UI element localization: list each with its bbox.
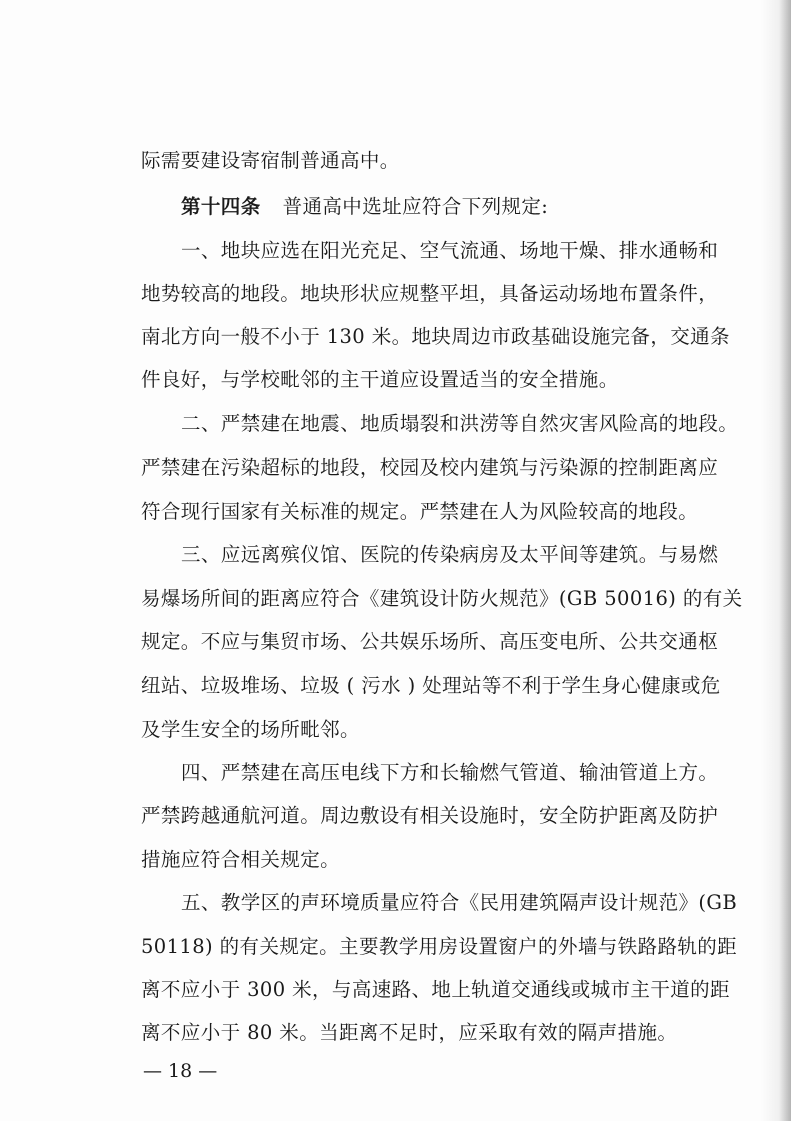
text-line: 50118) 的有关规定。主要教学用房设置窗户的外墙与铁路路轨的距 (141, 935, 738, 958)
text-line: 严禁跨越通航河道。周边敷设有相关设施时，安全防护距离及防护 (141, 804, 719, 827)
text-line: 易爆场所间的距离应符合《建筑设计防火规范》(GB 50016) 的有关 (141, 587, 743, 610)
article-heading (181, 197, 548, 217)
text-line: 纽站、垃圾堆场、垃圾 ( 污水 ) 处理站等不利于学生身心健康或危 (141, 674, 721, 697)
page-edge-shadow (761, 0, 791, 1121)
text-line: 南北方向一般不小于 130 米。地块周边市政基础设施完备，交通条 (141, 325, 730, 348)
text-line: 二、严禁建在地震、地质塌裂和洪涝等自然灾害风险高的地段。 (181, 412, 739, 435)
page-number: — 18 — (143, 1060, 218, 1082)
text-line: 措施应符合相关规定。 (141, 848, 341, 871)
text-line: 件良好，与学校毗邻的主干道应设置适当的安全措施。 (141, 368, 619, 391)
text-line: 五、教学区的声环境质量应符合《民用建筑隔声设计规范》(GB (181, 891, 738, 914)
article-intro: 普通高中选址应符合下列规定: (282, 195, 549, 218)
text-line: 符合现行国家有关标准的规定。严禁建在人为风险较高的地段。 (141, 500, 699, 523)
text-line: 四、严禁建在高压电线下方和长输燃气管道、输油管道上方。 (181, 761, 719, 784)
text-line: 规定。不应与集贸市场、公共娱乐场所、高压变电所、公共交通枢 (141, 630, 719, 653)
article-title: 第十四条 (181, 195, 261, 218)
text-line: 严禁建在污染超标的地段，校园及校内建筑与污染源的控制距离应 (141, 456, 719, 479)
text-line: 际需要建设寄宿制普通高中。 (141, 149, 400, 172)
text-line: 一、地块应选在阳光充足、空气流通、场地干燥、排水通畅和 (181, 239, 719, 262)
text-line: 三、应远离殡仪馆、医院的传染病房及太平间等建筑。与易燃 (181, 543, 719, 566)
text-line: 地势较高的地段。地块形状应规整平坦，具备运动场地布置条件， (141, 282, 719, 305)
text-line: 及学生安全的场所毗邻。 (141, 718, 360, 741)
text-line: 离不应小于 80 米。当距离不足时，应采取有效的隔声措施。 (141, 1021, 678, 1044)
text-line: 离不应小于 300 米，与高速路、地上轨道交通线或城市主干道的距 (141, 978, 730, 1001)
